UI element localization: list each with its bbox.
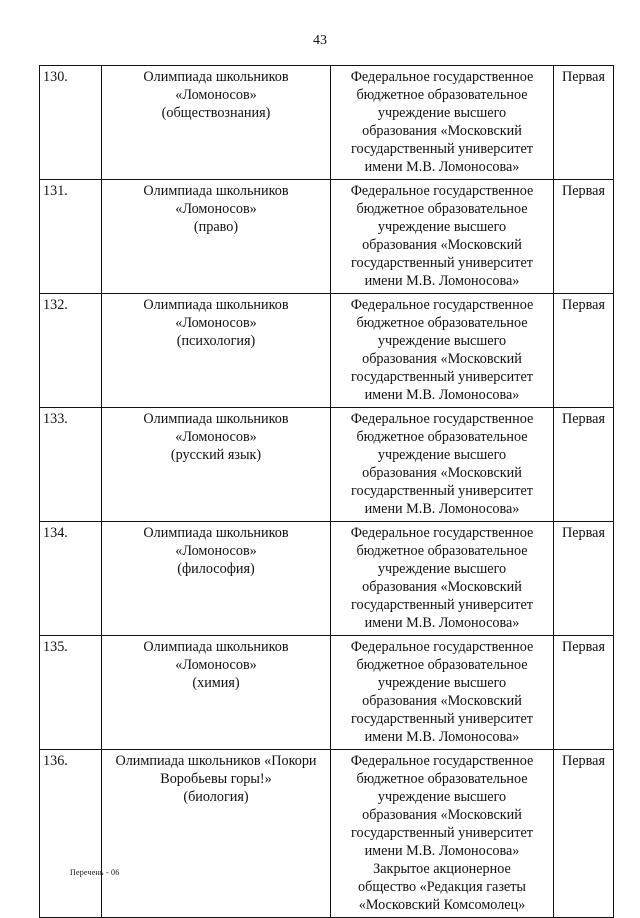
table-row: [40, 66, 614, 180]
olympiad-name-line: «Ломоносов»: [175, 543, 257, 559]
row-number: 135.: [40, 636, 102, 750]
organizer-line: бюджетное образовательное: [356, 201, 528, 217]
organizer-line: имени М.В. Ломоносова»: [364, 501, 520, 517]
organizer-line: учреждение высшего: [377, 333, 507, 349]
olympiad-name-line: (психология): [176, 333, 256, 349]
olympiad-name-line: «Ломоносов»: [175, 429, 257, 445]
olympiad-name-cell: [102, 294, 331, 408]
organizer-cell: [331, 750, 554, 918]
table-row: [40, 180, 614, 294]
organizer-line: бюджетное образовательное: [356, 771, 528, 787]
olympiad-name-cell: [102, 522, 331, 636]
olympiad-name-line: (биология): [183, 789, 249, 805]
olympiad-name-line: «Ломоносов»: [175, 87, 257, 103]
olympiad-level: Первая: [554, 750, 614, 918]
organizer-line: Федеральное государственное: [350, 297, 534, 313]
olympiad-name-line: (право): [193, 219, 239, 235]
olympiad-table: [39, 65, 614, 918]
organizer-line: учреждение высшего: [377, 675, 507, 691]
table-row: [40, 750, 614, 918]
olympiad-name-line: «Ломоносов»: [175, 315, 257, 331]
row-number: 133.: [40, 408, 102, 522]
olympiad-name-line: Воробьевы горы!»: [160, 771, 272, 787]
table-row: [40, 294, 614, 408]
organizer-line: государственный университет: [351, 255, 533, 271]
organizer-line: имени М.В. Ломоносова»: [364, 729, 520, 745]
organizer-line: Федеральное государственное: [350, 183, 534, 199]
organizer-line: учреждение высшего: [377, 219, 507, 235]
olympiad-name-line: «Ломоносов»: [175, 657, 257, 673]
organizer-line: образования «Московский: [362, 579, 522, 595]
olympiad-name-line: Олимпиада школьников «Покори: [115, 753, 317, 769]
organizer-line: имени М.В. Ломоносова»: [364, 159, 520, 175]
organizer-line: учреждение высшего: [377, 105, 507, 121]
olympiad-name-line: Олимпиада школьников: [143, 183, 289, 199]
olympiad-name-line: (русский язык): [170, 447, 262, 463]
olympiad-table-body: [40, 66, 614, 918]
organizer-line: бюджетное образовательное: [356, 543, 528, 559]
table-row: [40, 522, 614, 636]
olympiad-name-line: Олимпиада школьников: [143, 297, 289, 313]
organizer-line: Федеральное государственное: [350, 411, 534, 427]
olympiad-level: Первая: [554, 66, 614, 180]
organizer-line: бюджетное образовательное: [356, 87, 528, 103]
organizer-line: образования «Московский: [362, 123, 522, 139]
olympiad-name-line: (химия): [192, 675, 240, 691]
row-number: 136.: [40, 750, 102, 918]
olympiad-name-line: Олимпиада школьников: [143, 411, 289, 427]
row-number: 130.: [40, 66, 102, 180]
organizer-line: «Московский Комсомолец»: [358, 897, 526, 913]
table-row: [40, 636, 614, 750]
organizer-line: имени М.В. Ломоносова»: [364, 273, 520, 289]
olympiad-level: Первая: [554, 636, 614, 750]
organizer-cell: [331, 522, 554, 636]
organizer-cell: [331, 408, 554, 522]
olympiad-name-line: Олимпиада школьников: [143, 69, 289, 85]
organizer-cell: [331, 636, 554, 750]
olympiad-name-cell: [102, 66, 331, 180]
organizer-line: государственный университет: [351, 483, 533, 499]
row-number: 134.: [40, 522, 102, 636]
organizer-cell: [331, 294, 554, 408]
organizer-line: общество «Редакция газеты: [358, 879, 526, 895]
olympiad-name-cell: [102, 180, 331, 294]
organizer-line: бюджетное образовательное: [356, 657, 528, 673]
olympiad-name-cell: [102, 636, 331, 750]
olympiad-name-cell: [102, 408, 331, 522]
row-number: 131.: [40, 180, 102, 294]
organizer-cell: [331, 66, 554, 180]
organizer-line: Федеральное государственное: [350, 69, 534, 85]
olympiad-name-line: «Ломоносов»: [175, 201, 257, 217]
organizer-line: образования «Московский: [362, 693, 522, 709]
organizer-line: государственный университет: [351, 597, 533, 613]
olympiad-name-cell: [102, 750, 331, 918]
organizer-line: Закрытое акционерное: [373, 861, 511, 877]
organizer-line: имени М.В. Ломоносова»: [364, 615, 520, 631]
organizer-line: имени М.В. Ломоносова»: [364, 843, 520, 859]
organizer-line: бюджетное образовательное: [356, 429, 528, 445]
table-row: [40, 408, 614, 522]
olympiad-name-line: (обществознания): [161, 105, 271, 121]
organizer-line: государственный университет: [351, 711, 533, 727]
organizer-cell: [331, 180, 554, 294]
organizer-line: образования «Московский: [362, 237, 522, 253]
organizer-line: бюджетное образовательное: [356, 315, 528, 331]
organizer-line: учреждение высшего: [377, 447, 507, 463]
organizer-line: учреждение высшего: [377, 789, 507, 805]
organizer-line: образования «Московский: [362, 807, 522, 823]
olympiad-name-line: Олимпиада школьников: [143, 525, 289, 541]
row-number: 132.: [40, 294, 102, 408]
organizer-line: Федеральное государственное: [350, 753, 534, 769]
olympiad-level: Первая: [554, 294, 614, 408]
organizer-line: учреждение высшего: [377, 561, 507, 577]
organizer-line: образования «Московский: [362, 351, 522, 367]
olympiad-name-line: (философия): [177, 561, 255, 577]
organizer-line: Федеральное государственное: [350, 525, 534, 541]
organizer-line: государственный университет: [351, 825, 533, 841]
olympiad-level: Первая: [554, 180, 614, 294]
organizer-line: образования «Московский: [362, 465, 522, 481]
organizer-line: государственный университет: [351, 369, 533, 385]
organizer-line: государственный университет: [351, 141, 533, 157]
page-number: 43: [313, 33, 327, 48]
organizer-line: Федеральное государственное: [350, 639, 534, 655]
olympiad-name-line: Олимпиада школьников: [143, 639, 289, 655]
olympiad-level: Первая: [554, 522, 614, 636]
footer-document-code: Перечень - 06: [70, 868, 120, 877]
olympiad-level: Первая: [554, 408, 614, 522]
organizer-line: имени М.В. Ломоносова»: [364, 387, 520, 403]
